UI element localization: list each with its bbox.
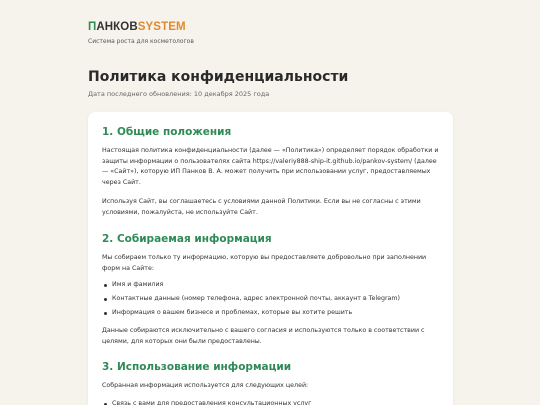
section-collected-outro: Данные собираются исключительно с вашего согласия и используются только в соответствии с целями, для которых они были предоставлены. — [102, 327, 425, 345]
section-heading-general: 1. Общие положения — [102, 126, 232, 138]
section-general-paragraph-1: Настоящая политика конфиденциальности (далее — «Политика») определяет порядок обработки и защиты информации о пользователях сайта https://valeriy888-ship-it.github.io/pankov-system/ (далее — «Сайт»), которую ИП Панков В. А. может получить при использовании услуг, предоставляемых через Сайт. — [102, 147, 439, 186]
brand-logo[interactable]: ПАНКОВSYSTEM — [88, 21, 186, 33]
section-heading-usage: 3. Использование информации — [102, 361, 292, 373]
section-collected-intro: Мы собираем только ту информацию, которую вы предоставляете добровольно при заполнении форм на Сайте: — [102, 254, 427, 272]
list-item: Имя и фамилия — [112, 281, 442, 289]
section-general-paragraph-2: Используя Сайт, вы соглашаетесь с условиями данной Политики. Если вы не согласны с этими условиями, пожалуйста, не используйте Сайт. — [102, 198, 421, 216]
last-updated-date: Дата последнего обновления: 10 декабря 2025 года — [88, 90, 270, 98]
section-usage-intro: Собранная информация используется для следующих целей: — [102, 382, 309, 389]
section-heading-collected-info: 2. Собираемая информация — [102, 233, 272, 245]
page-title: Политика конфиденциальности — [88, 69, 349, 85]
brand-tagline: Система роста для косметологов — [88, 38, 194, 45]
list-item: Связь с вами для предоставления консультационных услуг — [112, 400, 442, 405]
bullet-icon — [104, 284, 107, 287]
list-item: Контактные данные (номер телефона, адрес электронной почты, аккаунт в Telegram) — [112, 295, 442, 303]
bullet-icon — [104, 312, 107, 315]
list-item: Информация о вашем бизнесе и проблемах, которые вы хотите решить — [112, 309, 442, 317]
bullet-icon — [104, 298, 107, 301]
